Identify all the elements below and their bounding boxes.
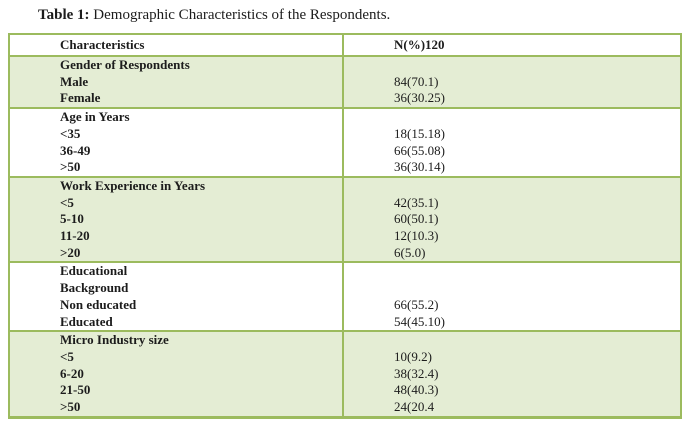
row-value: 12(10.3): [394, 228, 439, 244]
table-section: [10, 176, 680, 262]
row-value: [342, 280, 680, 297]
table-row: [10, 109, 680, 126]
table-row: [10, 399, 680, 416]
row-label: Work Experience in Years: [60, 177, 206, 193]
row-label: >50: [60, 399, 81, 415]
table-number-label: Table 1:: [38, 7, 90, 23]
row-value: [342, 263, 680, 280]
table-row: [10, 366, 680, 383]
row-value: [342, 109, 680, 126]
table-row: [10, 280, 680, 297]
table-section: [10, 330, 680, 416]
row-label: Age in Years: [60, 109, 130, 125]
row-label: <5: [60, 194, 74, 210]
table-row: [10, 178, 680, 195]
table-row: [10, 263, 680, 280]
row-label: Educated: [60, 313, 113, 329]
table-section: [10, 107, 680, 176]
row-label: <5: [60, 348, 74, 364]
row-value: 66(55.08): [394, 142, 445, 158]
table-caption: Demographic Characteristics of the Respondents.: [89, 7, 391, 23]
row-label: Female: [60, 90, 101, 106]
table-body: [10, 35, 680, 416]
row-value: 60(50.1): [394, 211, 439, 227]
demographics-table: [8, 33, 682, 419]
row-value: 48(40.3): [394, 382, 439, 398]
table-row: [10, 228, 680, 245]
row-label: >20: [60, 244, 81, 260]
row-value: 36(30.14): [394, 159, 445, 175]
table-row: [10, 74, 680, 91]
row-value: 36(30.25): [394, 90, 445, 106]
row-value: 42(35.1): [394, 194, 439, 210]
row-label: 11-20: [60, 228, 90, 244]
table-row: [10, 211, 680, 228]
page-title: [38, 7, 390, 24]
row-value: [342, 178, 680, 195]
table-row: [10, 297, 680, 314]
row-value: [342, 57, 680, 74]
table-row: [10, 195, 680, 212]
row-label: 36-49: [60, 142, 91, 158]
row-value: 24(20.4: [394, 399, 435, 415]
row-label: <35: [60, 125, 81, 141]
row-label: Male: [60, 73, 89, 89]
table-section: [10, 55, 680, 107]
row-label: Background: [60, 280, 129, 296]
count-column-header: N(%)120: [394, 37, 445, 52]
table-row: [10, 159, 680, 176]
table-row: [10, 90, 680, 107]
characteristics-column-header: Characteristics: [60, 37, 145, 52]
column-divider: [342, 35, 344, 416]
table-row: [10, 349, 680, 366]
table-row: [10, 57, 680, 74]
row-label: Micro Industry size: [60, 332, 169, 348]
table-row: [10, 143, 680, 160]
table-row: [10, 382, 680, 399]
table-row: [10, 314, 680, 331]
table-row: [10, 332, 680, 349]
row-value: 84(70.1): [394, 73, 439, 89]
row-label: >50: [60, 159, 81, 175]
table-row: [10, 245, 680, 262]
table-section: [10, 261, 680, 330]
row-value: 18(15.18): [394, 125, 445, 141]
table-sections: [10, 55, 680, 416]
row-label: Educational: [60, 263, 128, 279]
row-label: Non educated: [60, 296, 137, 312]
table-header-row: [10, 35, 680, 55]
row-label: 6-20: [60, 365, 84, 381]
row-value: [342, 332, 680, 349]
table-row: [10, 126, 680, 143]
row-value: 66(55.2): [394, 296, 439, 312]
row-value: 54(45.10): [394, 313, 445, 329]
row-value: 38(32.4): [394, 365, 439, 381]
row-value: 6(5.0): [394, 244, 426, 260]
row-value: 10(9.2): [394, 348, 432, 364]
row-label: Gender of Respondents: [60, 57, 190, 72]
row-label: 5-10: [60, 211, 84, 227]
row-label: 21-50: [60, 382, 91, 398]
